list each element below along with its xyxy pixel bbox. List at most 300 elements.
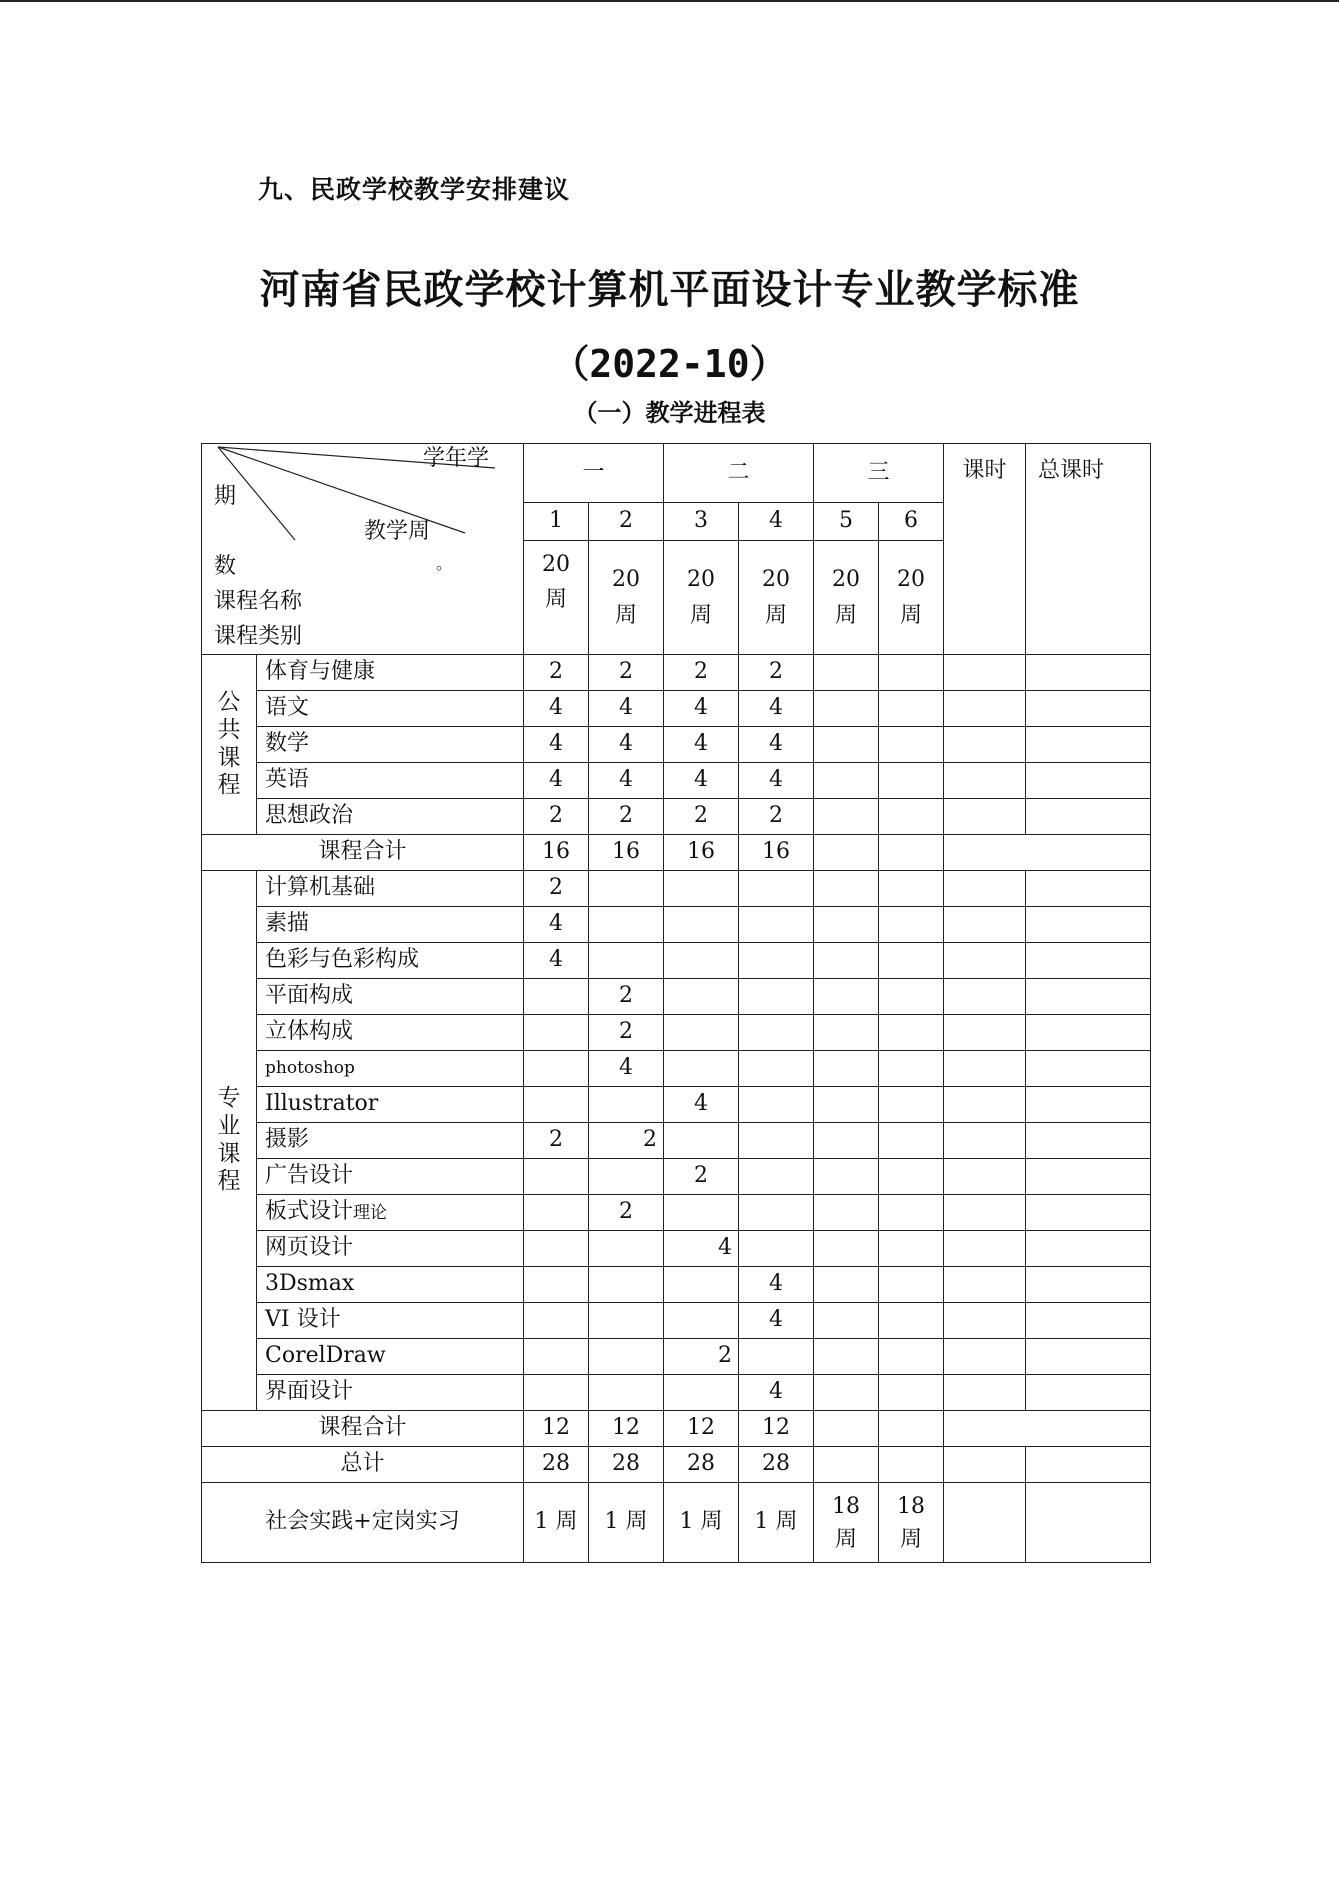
empty-cell: [944, 1231, 1026, 1267]
empty-cell: [1026, 979, 1151, 1015]
hours-cell: [814, 943, 879, 979]
hours-cell: [739, 1087, 814, 1123]
practice-cell-term5: [814, 1483, 879, 1563]
hours-cell: 4: [664, 691, 739, 727]
hours-cell: [814, 907, 879, 943]
term-header-6: 6: [879, 503, 944, 541]
table-row: [202, 979, 1151, 1015]
empty-cell: [1026, 1015, 1151, 1051]
hours-cell: [879, 1339, 944, 1375]
document-year: （2022-10）: [551, 342, 788, 386]
hours-cell: [879, 1195, 944, 1231]
hours-cell: [814, 1015, 879, 1051]
hours-cell: [814, 979, 879, 1015]
hours-cell: 4: [664, 1087, 739, 1123]
table-row: [202, 799, 1151, 835]
hours-cell: 4: [589, 763, 664, 799]
corner-label-course-type: 课程类别: [214, 624, 303, 649]
weeks-header-6: [879, 541, 944, 655]
table-row: [202, 1051, 1151, 1087]
term-header-5: 5: [814, 503, 879, 541]
category-char: 专: [217, 1085, 241, 1112]
table-row: [202, 1231, 1151, 1267]
practice-cell: 1 周: [589, 1483, 664, 1563]
total-row: [202, 1447, 1151, 1483]
course-name: VI 设计: [257, 1303, 524, 1339]
hours-cell: 2: [589, 1015, 664, 1051]
empty-cell: [944, 799, 1026, 835]
hours-cell: [524, 1015, 589, 1051]
weeks-unit: 周: [690, 602, 713, 628]
hours-cell: [879, 1375, 944, 1411]
hours-cell: [589, 1231, 664, 1267]
empty-cell: [944, 1447, 1026, 1483]
empty-cell: [944, 691, 1026, 727]
hours-cell: 4: [664, 1231, 739, 1267]
hours-cell: [524, 1303, 589, 1339]
weeks-number: 20: [687, 567, 716, 593]
empty-cell: [1026, 1267, 1151, 1303]
empty-cell: [944, 1051, 1026, 1087]
hours-cell: [879, 907, 944, 943]
empty-cell: [1026, 1339, 1151, 1375]
subtotal-cell: 16: [589, 835, 664, 871]
empty-cell: [944, 1303, 1026, 1339]
course-name: 英语: [257, 763, 524, 799]
empty-cell: [944, 655, 1026, 691]
course-name-text: 板式设计: [265, 1199, 354, 1225]
hours-cell: [589, 907, 664, 943]
hours-cell: [739, 1123, 814, 1159]
hours-cell: [524, 979, 589, 1015]
table-row: [202, 907, 1151, 943]
hours-cell: [589, 1159, 664, 1195]
hours-header: [944, 444, 1026, 655]
hours-cell: [879, 979, 944, 1015]
subtotal-cell: 16: [739, 835, 814, 871]
subtotal-cell: [814, 1411, 879, 1447]
total-hours-header-label: 总课时: [1038, 458, 1105, 483]
term-header-3: 3: [664, 503, 739, 541]
hours-cell: 4: [739, 691, 814, 727]
hours-cell: [739, 979, 814, 1015]
hours-cell: [879, 1123, 944, 1159]
practice-weeks-unit: 周: [900, 1526, 923, 1552]
practice-cell: 1 周: [664, 1483, 739, 1563]
corner-label-week: 教学周: [364, 519, 431, 544]
empty-cell: [944, 1015, 1026, 1051]
empty-cell: [944, 1195, 1026, 1231]
course-name: 数学: [257, 727, 524, 763]
empty-cell: [1026, 691, 1151, 727]
category-char: 课: [217, 1140, 241, 1167]
practice-cell: 1 周: [524, 1483, 589, 1563]
hours-cell: 4: [524, 907, 589, 943]
subtotal-label: 课程合计: [202, 1411, 524, 1447]
hours-cell: [589, 943, 664, 979]
hours-cell: [589, 1267, 664, 1303]
total-hours-header: [1026, 444, 1151, 655]
hours-cell: [814, 655, 879, 691]
weeks-number: 20: [762, 567, 791, 593]
hours-cell: [589, 1375, 664, 1411]
table-subtitle: （一）教学进程表: [573, 399, 766, 427]
hours-cell: [814, 1123, 879, 1159]
hours-cell: 4: [589, 691, 664, 727]
empty-cell: [944, 1123, 1026, 1159]
course-name: CorelDraw: [257, 1339, 524, 1375]
category-major-cell: [202, 871, 257, 1411]
table-body: [202, 444, 1151, 1563]
empty-cell: [1026, 763, 1151, 799]
hours-cell: [879, 727, 944, 763]
category-public-cell: [202, 655, 257, 835]
subtotal-cell: 16: [524, 835, 589, 871]
hours-cell: [589, 1303, 664, 1339]
hours-cell: 4: [664, 727, 739, 763]
subtotal-cell: 12: [589, 1411, 664, 1447]
empty-cell: [944, 943, 1026, 979]
empty-cell: [944, 1375, 1026, 1411]
corner-label-term: 期: [214, 484, 237, 509]
total-cell: 28: [524, 1447, 589, 1483]
hours-cell: [814, 691, 879, 727]
total-cell: [814, 1447, 879, 1483]
table-row: [202, 727, 1151, 763]
hours-cell: [814, 799, 879, 835]
empty-cell: [944, 1159, 1026, 1195]
hours-cell: [814, 871, 879, 907]
category-char: 程: [217, 772, 241, 799]
course-name: 立体构成: [257, 1015, 524, 1051]
hours-cell: [739, 1339, 814, 1375]
hours-cell: 4: [524, 691, 589, 727]
empty-cell: [944, 871, 1026, 907]
table-row: [202, 943, 1151, 979]
corner-label-course-name: 课程名称: [214, 589, 303, 614]
table-row: [202, 1123, 1151, 1159]
hours-cell: [879, 655, 944, 691]
course-name-suffix: 理论: [353, 1203, 388, 1224]
hours-cell: [879, 1087, 944, 1123]
hours-cell: [524, 1087, 589, 1123]
hours-cell: 4: [524, 727, 589, 763]
total-cell: [879, 1447, 944, 1483]
total-label: 总计: [202, 1447, 524, 1483]
hours-cell: [739, 871, 814, 907]
public-subtotal-row: [202, 835, 1151, 871]
major-subtotal-row: [202, 1411, 1151, 1447]
empty-cell: [1026, 1195, 1151, 1231]
category-char: 课: [217, 744, 241, 771]
weeks-header-2: [589, 541, 664, 655]
hours-cell: 4: [524, 943, 589, 979]
corner-label-year-term: 学年学: [423, 446, 490, 471]
hours-cell: [814, 1375, 879, 1411]
hours-cell: [879, 943, 944, 979]
empty-cell: [944, 1087, 1026, 1123]
hours-cell: [524, 1339, 589, 1375]
hours-cell: [814, 1339, 879, 1375]
hours-cell: [739, 1231, 814, 1267]
practice-cell-term6: [879, 1483, 944, 1563]
hours-cell: [814, 1195, 879, 1231]
hours-cell: 4: [739, 1303, 814, 1339]
hours-cell: [739, 1195, 814, 1231]
empty-cell: [944, 835, 1151, 871]
course-name: 摄影: [257, 1123, 524, 1159]
empty-cell: [1026, 1123, 1151, 1159]
empty-cell: [1026, 1231, 1151, 1267]
hours-cell: 4: [524, 763, 589, 799]
subtotal-cell: [879, 1411, 944, 1447]
hours-cell: [664, 871, 739, 907]
empty-cell: [944, 1411, 1151, 1447]
course-name: 体育与健康: [257, 655, 524, 691]
total-cell: 28: [664, 1447, 739, 1483]
hours-cell: [879, 1231, 944, 1267]
practice-weeks-unit: 周: [835, 1526, 858, 1552]
hours-cell: [879, 1015, 944, 1051]
empty-cell: [944, 1339, 1026, 1375]
empty-cell: [1026, 907, 1151, 943]
hours-cell: [664, 1015, 739, 1051]
weeks-unit: 周: [835, 602, 858, 628]
empty-cell: [1026, 1375, 1151, 1411]
empty-cell: [1026, 1447, 1151, 1483]
hours-cell: [589, 1339, 664, 1375]
hours-cell: 4: [739, 727, 814, 763]
empty-cell: [1026, 1051, 1151, 1087]
subtotal-label: 课程合计: [202, 835, 524, 871]
hours-cell: 2: [524, 655, 589, 691]
header-row-years: [202, 444, 1151, 503]
subtotal-cell: 16: [664, 835, 739, 871]
corner-label-count: 数: [214, 554, 237, 579]
hours-cell: [814, 1159, 879, 1195]
hours-cell: [664, 1303, 739, 1339]
hours-cell: [524, 1159, 589, 1195]
hours-cell: 2: [664, 1159, 739, 1195]
empty-cell: [1026, 1159, 1151, 1195]
hours-cell: [814, 763, 879, 799]
empty-cell: [1026, 727, 1151, 763]
hours-cell: [814, 1087, 879, 1123]
hours-cell: [664, 1123, 739, 1159]
empty-cell: [944, 907, 1026, 943]
hours-cell: 2: [664, 799, 739, 835]
hours-cell: [664, 979, 739, 1015]
weeks-number: 20: [542, 552, 570, 577]
empty-cell: [1026, 1087, 1151, 1123]
course-name: 网页设计: [257, 1231, 524, 1267]
course-name: photoshop: [257, 1051, 524, 1087]
table-row: [202, 1087, 1151, 1123]
table-row: [202, 871, 1151, 907]
table-row: [202, 1267, 1151, 1303]
empty-cell: [944, 1483, 1026, 1563]
hours-cell: [739, 1015, 814, 1051]
hours-cell: [739, 943, 814, 979]
hours-cell: [814, 727, 879, 763]
weeks-unit: 周: [615, 602, 638, 628]
hours-cell: [814, 1267, 879, 1303]
hours-cell: 2: [524, 871, 589, 907]
table-row: [202, 1159, 1151, 1195]
hours-cell: 2: [524, 799, 589, 835]
practice-weeks-number: 18: [832, 1493, 861, 1519]
hours-cell: [664, 943, 739, 979]
hours-cell: [524, 1267, 589, 1303]
hours-cell: [664, 907, 739, 943]
course-name: 语文: [257, 691, 524, 727]
table-row: [202, 655, 1151, 691]
weeks-unit: 周: [900, 602, 923, 628]
weeks-header-1: [524, 541, 589, 655]
practice-row: [202, 1483, 1151, 1563]
hours-cell: 2: [589, 1123, 664, 1159]
hours-cell: [524, 1231, 589, 1267]
hours-cell: [739, 907, 814, 943]
course-name: [257, 1195, 524, 1231]
empty-cell: [944, 1267, 1026, 1303]
hours-cell: 2: [664, 655, 739, 691]
weeks-header-5: [814, 541, 879, 655]
term-header-4: 4: [739, 503, 814, 541]
hours-cell: 2: [589, 655, 664, 691]
practice-weeks-number: 18: [897, 1493, 926, 1519]
hours-cell: 4: [589, 727, 664, 763]
hours-cell: 4: [664, 763, 739, 799]
hours-cell: 4: [739, 763, 814, 799]
term-header-1: 1: [524, 503, 589, 541]
empty-cell: [1026, 871, 1151, 907]
category-char: 共: [217, 716, 241, 743]
empty-cell: [1026, 1483, 1151, 1563]
document-title: 河南省民政学校计算机平面设计专业教学标准: [259, 267, 1080, 313]
hours-cell: [664, 1051, 739, 1087]
hours-cell: 2: [664, 1339, 739, 1375]
category-char: 程: [217, 1168, 241, 1195]
hours-cell: [879, 871, 944, 907]
hours-cell: [664, 1267, 739, 1303]
table-row: [202, 1339, 1151, 1375]
hours-cell: [814, 1051, 879, 1087]
table-row: [202, 1303, 1151, 1339]
hours-cell: 2: [589, 979, 664, 1015]
weeks-number: 20: [897, 567, 926, 593]
hours-cell: 2: [589, 1195, 664, 1231]
subtotal-cell: 12: [524, 1411, 589, 1447]
empty-cell: [1026, 943, 1151, 979]
hours-cell: [879, 1159, 944, 1195]
table-row: [202, 1375, 1151, 1411]
category-char: 业: [217, 1112, 241, 1139]
course-name: 思想政治: [257, 799, 524, 835]
hours-cell: 4: [739, 1375, 814, 1411]
table-row: [202, 1195, 1151, 1231]
empty-cell: [944, 727, 1026, 763]
hours-cell: [814, 1231, 879, 1267]
hours-cell: [879, 1051, 944, 1087]
empty-cell: [944, 763, 1026, 799]
subtotal-cell: 12: [664, 1411, 739, 1447]
hours-cell: [739, 1159, 814, 1195]
hours-cell: [879, 763, 944, 799]
hours-cell: 4: [739, 1267, 814, 1303]
hours-cell: [664, 1375, 739, 1411]
hours-cell: 4: [589, 1051, 664, 1087]
practice-label: 社会实践+定岗实习: [202, 1483, 524, 1563]
weeks-number: 20: [832, 567, 861, 593]
weeks-header-4: [739, 541, 814, 655]
empty-cell: [944, 979, 1026, 1015]
hours-cell: 2: [524, 1123, 589, 1159]
top-border-line: [0, 0, 1339, 2]
course-name: 广告设计: [257, 1159, 524, 1195]
year-header-3: 三: [814, 444, 944, 503]
weeks-unit: 周: [544, 587, 567, 613]
section-heading: 九、民政学校教学安排建议: [258, 175, 571, 204]
hours-cell: [739, 1051, 814, 1087]
hours-cell: [589, 1087, 664, 1123]
hours-cell: [524, 1375, 589, 1411]
table-row: [202, 691, 1151, 727]
weeks-unit: 周: [765, 602, 788, 628]
subtotal-cell: [814, 835, 879, 871]
hours-cell: 2: [739, 655, 814, 691]
course-name: 色彩与色彩构成: [257, 943, 524, 979]
subtotal-cell: 12: [739, 1411, 814, 1447]
total-cell: 28: [739, 1447, 814, 1483]
hours-cell: [879, 1267, 944, 1303]
course-name: 素描: [257, 907, 524, 943]
course-name: 平面构成: [257, 979, 524, 1015]
empty-cell: [1026, 1303, 1151, 1339]
empty-cell: [1026, 799, 1151, 835]
corner-label-dot: 。: [436, 554, 453, 573]
table-row: [202, 1015, 1151, 1051]
year-header-1: 一: [524, 444, 664, 503]
hours-cell: [524, 1051, 589, 1087]
course-name: Illustrator: [257, 1087, 524, 1123]
term-header-2: 2: [589, 503, 664, 541]
hours-cell: [879, 1303, 944, 1339]
hours-cell: [589, 871, 664, 907]
corner-header-cell: [202, 444, 524, 655]
practice-cell: 1 周: [739, 1483, 814, 1563]
hours-cell: 2: [589, 799, 664, 835]
total-cell: 28: [589, 1447, 664, 1483]
hours-cell: [879, 691, 944, 727]
subtotal-cell: [879, 835, 944, 871]
teaching-schedule-table: [201, 443, 1151, 1563]
course-name: 界面设计: [257, 1375, 524, 1411]
course-name: 3Dsmax: [257, 1267, 524, 1303]
weeks-header-3: [664, 541, 739, 655]
table-row: [202, 763, 1151, 799]
course-name: 计算机基础: [257, 871, 524, 907]
weeks-number: 20: [612, 567, 640, 593]
hours-cell: [524, 1195, 589, 1231]
hours-header-label: 课时: [962, 458, 1007, 483]
empty-cell: [1026, 655, 1151, 691]
hours-cell: [664, 1195, 739, 1231]
hours-cell: [879, 799, 944, 835]
year-header-2: 二: [664, 444, 814, 503]
category-char: 公: [217, 689, 241, 716]
hours-cell: [814, 1303, 879, 1339]
